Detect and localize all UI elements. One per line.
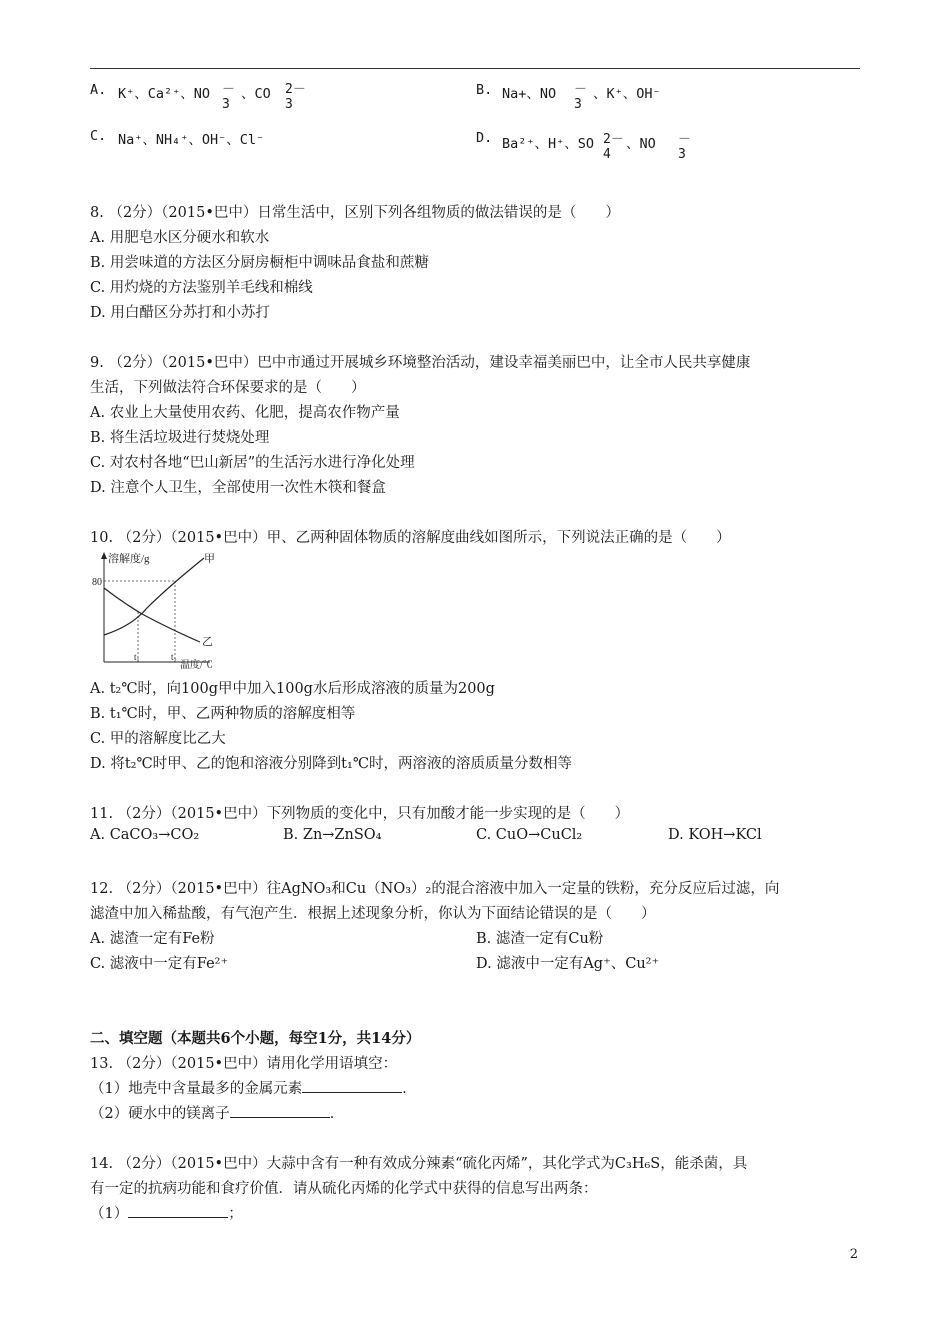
series-label-yi: 乙	[202, 636, 213, 648]
series-label-jia: 甲	[204, 553, 215, 565]
option-c: C. CuO→CuCl₂	[476, 827, 583, 843]
option-d-text: Ba²⁺、H⁺、SO	[502, 136, 595, 152]
option-b: B. 滤渣一定有Cu粉	[476, 931, 604, 947]
fill-item-end: ；	[228, 1206, 243, 1222]
fill-item-1	[90, 1077, 417, 1098]
fill-item-text: （2）硬水中的镁离子	[90, 1106, 230, 1122]
option-a: A. 用肥皂水区分硬水和软水	[90, 230, 270, 246]
frac-minus: －	[678, 132, 692, 147]
option-a: A. CaCO₃→CO₂	[90, 827, 200, 843]
option-b: B. 用尝味道的方法区分厨房橱柜中调味品食盐和蔗糖	[90, 255, 429, 271]
option-c: C. 对农村各地“巴山新居”的生活污水进行净化处理	[90, 455, 415, 471]
answer-blank[interactable]	[230, 1105, 330, 1118]
question-stem: 14. （2分）（2015•巴中）大蒜中含有一种有效成分辣素“硫化丙烯”，其化学式为C₃H₆S，能杀菌，具	[90, 1156, 748, 1172]
fill-item-text: （1）地壳中含量最多的金属元素	[90, 1081, 303, 1097]
option-c: C. 用灼烧的方法鉴别羊毛线和棉线	[90, 280, 313, 296]
fill-item-end: ．	[329, 1106, 345, 1122]
question-stem: 10. （2分）（2015•巴中）甲、乙两种固体物质的溶解度曲线如图所示，下列说法正确的是（ ）	[90, 530, 731, 546]
option-c-text: Na⁺、NH₄⁺、OH⁻、Cl⁻	[118, 132, 265, 148]
frac-charge: 2－	[285, 82, 306, 97]
option-b: B. 将生活垃圾进行焚烧处理	[90, 430, 270, 446]
option-a-mid: 、CO	[241, 86, 271, 102]
option-d: D. 用白醋区分苏打和小苏打	[90, 305, 270, 321]
page-number: 2	[849, 1247, 858, 1262]
frac-charge: 2－	[603, 132, 624, 147]
option-c: C. 滤液中一定有Fe²⁺	[90, 956, 229, 972]
question-stem-cont: 生活，下列做法符合环保要求的是（ ）	[90, 380, 366, 396]
x-tick-t2: t₂	[171, 652, 177, 662]
frac-subscript: 3	[678, 147, 686, 162]
option-d-label: D.	[476, 130, 493, 146]
fill-item-1	[90, 1202, 243, 1223]
header-rule	[90, 68, 860, 69]
question-stem: 12. （2分）（2015•巴中）往AgNO₃和Cu（NO₃）₂的混合溶液中加入一定量的铁粉，充分反应后过滤，向	[90, 881, 780, 897]
question-stem-cont: 滤渣中加入稀盐酸，有气泡产生．根据上述现象分析，你认为下面结论错误的是（ ）	[90, 906, 656, 922]
option-a: A. 滤渣一定有Fe粉	[90, 931, 215, 947]
option-b-tail: 、K⁺、OH⁻	[593, 86, 661, 102]
frac-subscript: 4	[603, 147, 611, 162]
option-d: D. 将t₂℃时甲、乙的饱和溶液分别降到t₁℃时，两溶液的溶质质量分数相等	[90, 756, 573, 772]
option-a-text: K⁺、Ca²⁺、NO	[118, 86, 211, 102]
section-heading: 二、填空题（本题共6个小题，每空1分，共14分）	[90, 1030, 421, 1047]
question-stem: 8. （2分）（2015•巴中）日常生活中，区别下列各组物质的做法错误的是（ ）	[90, 205, 620, 221]
y-axis-label: 溶解度/g	[108, 553, 150, 565]
option-b-label: B.	[476, 82, 493, 98]
y-tick-label: 80	[92, 577, 102, 588]
option-a: A. t₂℃时，向100g甲中加入100g水后形成溶液的质量为200g	[90, 681, 495, 697]
option-c-label: C.	[90, 128, 107, 144]
option-b: B. Zn→ZnSO₄	[283, 827, 382, 843]
x-axis-label: 温度/℃	[180, 660, 213, 670]
answer-blank[interactable]	[128, 1205, 228, 1218]
frac-subscript: 3	[574, 97, 582, 112]
fill-item-text: （1）	[90, 1206, 129, 1222]
option-a-label: A.	[90, 82, 107, 98]
frac-minus: －	[574, 82, 588, 97]
x-tick-t1: t₁	[134, 652, 140, 662]
question-stem: 9. （2分）（2015•巴中）巴中市通过开展城乡环境整治活动，建设幸福美丽巴中，让全市人民共享健康	[90, 355, 751, 371]
option-d-mid: 、NO	[626, 136, 656, 152]
solubility-graph	[92, 550, 232, 670]
fill-item-2	[90, 1102, 344, 1123]
frac-subscript: 3	[285, 97, 293, 112]
option-c: C. 甲的溶解度比乙大	[90, 731, 226, 747]
question-stem: 11. （2分）（2015•巴中）下列物质的变化中，只有加酸才能一步实现的是（ ）	[90, 806, 630, 822]
option-b: B. t₁℃时，甲、乙两种物质的溶解度相等	[90, 706, 356, 722]
option-d: D. 滤液中一定有Ag⁺、Cu²⁺	[476, 956, 660, 972]
question-stem-cont: 有一定的抗病功能和食疗价值．请从硫化丙烯的化学式中获得的信息写出两条：	[90, 1181, 598, 1197]
option-d: D. KOH→KCl	[668, 827, 762, 843]
option-a: A. 农业上大量使用农药、化肥，提高农作物产量	[90, 405, 400, 421]
option-d: D. 注意个人卫生，全部使用一次性木筷和餐盒	[90, 480, 386, 496]
frac-minus: －	[222, 82, 236, 97]
question-stem: 13. （2分）（2015•巴中）请用化学用语填空：	[90, 1056, 398, 1072]
answer-blank[interactable]	[302, 1080, 402, 1093]
fill-item-end: ．	[402, 1081, 417, 1097]
option-b-text: Na+、NO	[502, 86, 557, 102]
frac-subscript: 3	[222, 97, 230, 112]
